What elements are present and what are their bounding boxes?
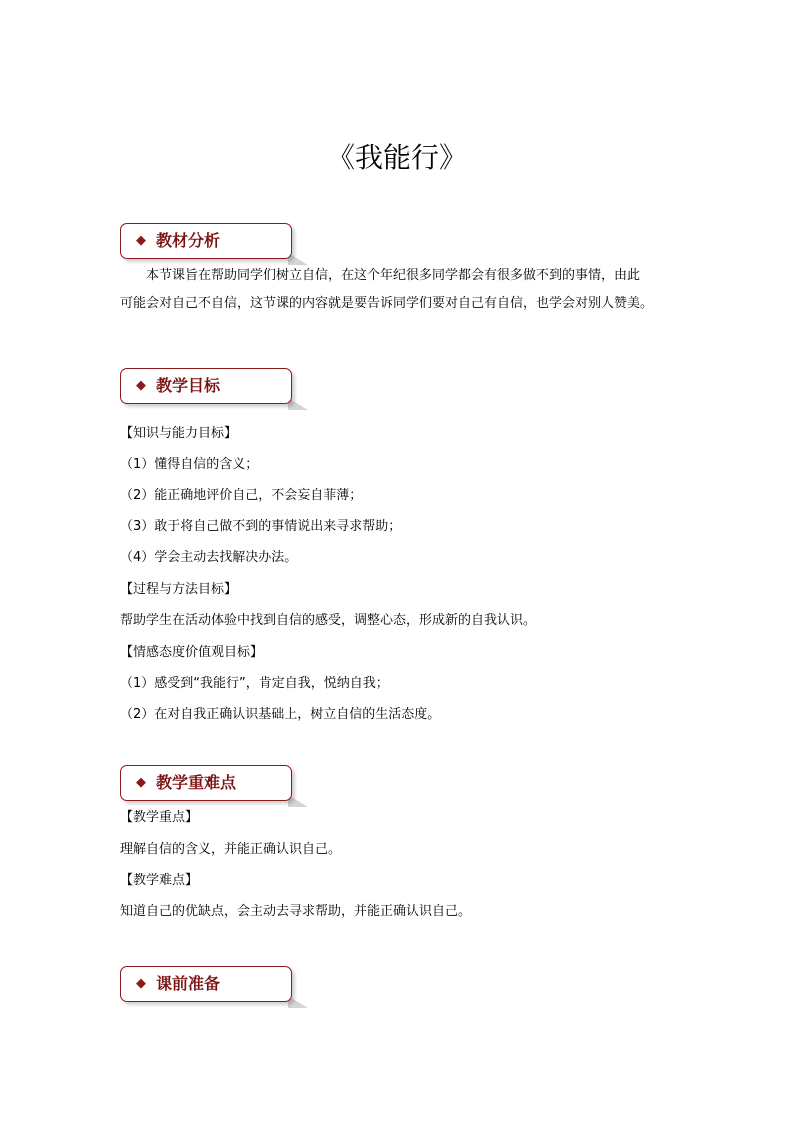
diamond-bullet-icon: ◆ [136,378,146,393]
analysis-paragraph [120,262,680,318]
header-box [120,966,292,1002]
analysis-line-1: 本节课旨在帮助同学们树立自信，在这个年纪很多同学都会有很多做不到的事情，由此 [146,268,641,283]
goals-line: （1）感受到“我能行”，肯定自我，悦纳自我； [120,676,389,691]
goals-line: （2）在对自我正确认识基础上，树立自信的生活态度。 [120,707,441,722]
section-header-class-preparation [120,966,294,1004]
goals-line: 【过程与方法目标】 [120,582,238,597]
keypoints-line: 理解自信的含义，并能正确认识自己。 [120,842,342,857]
goals-line: （2）能正确地评价自己，不会妄自菲薄； [120,488,363,503]
section-label: 教学目标 [156,376,221,395]
goals-line: （3）敢于将自己做不到的事情说出来寻求帮助； [120,519,402,534]
diamond-bullet-icon: ◆ [136,233,146,248]
goals-line: 【知识与能力目标】 [120,426,238,441]
keypoints-line: 【教学重点】 [120,810,199,825]
keypoints-line: 【教学难点】 [120,873,199,888]
diamond-bullet-icon: ◆ [136,775,146,790]
goals-line: 【情感态度价值观目标】 [120,645,264,660]
analysis-line-2: 可能会对自己不自信，这节课的内容就是要告诉同学们要对自己有自信，也学会对别人赞美。 [120,296,654,311]
section-header-teaching-goals [120,368,294,406]
goals-line: （1）懂得自信的含义； [120,457,259,472]
goals-line: 帮助学生在活动体验中找到自信的感受，调整心态，形成新的自我认识。 [120,613,537,628]
page-title: 《我能行》 [326,141,467,174]
keypoints-line: 知道自己的优缺点，会主动去寻求帮助，并能正确认识自己。 [120,904,472,919]
diamond-bullet-icon: ◆ [136,976,146,991]
section-label: 课前准备 [156,974,221,993]
section-header-textbook-analysis [120,223,294,261]
header-box [120,368,292,404]
header-box [120,223,292,259]
section-label: 教材分析 [156,231,221,250]
header-box [120,765,292,801]
goals-line: （4）学会主动去找解决办法。 [120,550,298,565]
section-label: 教学重难点 [156,773,237,792]
section-header-key-difficult-points [120,765,294,803]
